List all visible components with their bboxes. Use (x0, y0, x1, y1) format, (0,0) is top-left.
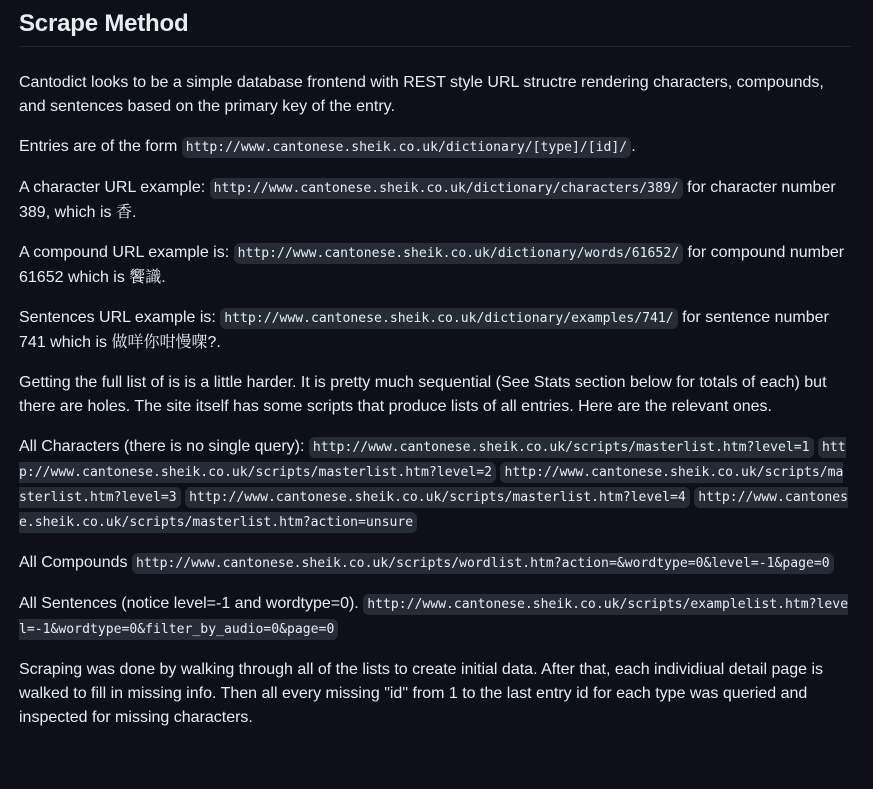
all-sentences-paragraph (19, 592, 851, 642)
intro-paragraph: Cantodict looks to be a simple database frontend with REST style URL structre rendering characters, compounds, and sentences based on the primary key of the entry. (19, 74, 824, 115)
all-characters-text: All Characters (there is no single query): (19, 438, 309, 455)
compound-example-paragraph (19, 241, 851, 290)
compound-example-text: A compound URL example is: (19, 244, 234, 261)
all-sentences-text: All Sentences (notice level=-1 and wordtype=0). (19, 595, 364, 612)
character-example-text: A character URL example: (19, 179, 210, 196)
all-characters-paragraph (19, 435, 851, 535)
masterlist-level4-url: http://www.cantonese.sheik.co.uk/scripts/masterlist.htm?level=4 (185, 487, 690, 508)
entries-form-paragraph (19, 135, 851, 160)
sentence-example-text: Sentences URL example is: (19, 309, 221, 326)
character-example-desc: for character number 389, which is 香. (19, 179, 836, 221)
character-example-paragraph (19, 176, 851, 225)
sentence-example-url: http://www.cantonese.sheik.co.uk/dictionary/examples/741/ (220, 308, 677, 329)
entries-form-text: Entries are of the form (19, 138, 182, 155)
examplelist-url: http://www.cantonese.sheik.co.uk/scripts/examplelist.htm?level=-1&wordtype=0&filter_by_audio=0&page=0 (19, 594, 848, 640)
all-compounds-paragraph (19, 551, 851, 576)
masterlist-unsure-url: http://www.cantonese.sheik.co.uk/scripts/masterlist.htm?action=unsure (19, 487, 848, 533)
scraping-paragraph: Scraping was done by walking through all of the lists to create initial data. After that, each individiual detail page is walked to fill in missing info. Then all every missing "id" from 1 to the last entry id for each type was queried and inspected for missing characters. (19, 661, 824, 726)
character-example-url: http://www.cantonese.sheik.co.uk/dictionary/characters/389/ (210, 178, 683, 199)
sentence-example-desc: for sentence number 741 which is 做咩你咁慢㗎?. (19, 309, 829, 351)
masterlist-level2-url: http://www.cantonese.sheik.co.uk/scripts/masterlist.htm?level=2 (19, 437, 846, 483)
section-heading: Scrape Method (19, 8, 851, 47)
compound-example-url: http://www.cantonese.sheik.co.uk/dictionary/words/61652/ (234, 243, 683, 264)
compound-example-desc: for compound number 61652 which is 饗識. (19, 244, 845, 286)
entries-form-url: http://www.cantonese.sheik.co.uk/dictionary/[type]/[id]/ (182, 137, 631, 158)
sentence-example-paragraph (19, 306, 851, 355)
masterlist-level3-url: http://www.cantonese.sheik.co.uk/scripts/masterlist.htm?level=3 (19, 462, 843, 508)
wordlist-url: http://www.cantonese.sheik.co.uk/scripts/wordlist.htm?action=&wordtype=0&level=-1&page=0 (132, 553, 834, 574)
masterlist-level1-url: http://www.cantonese.sheik.co.uk/scripts/masterlist.htm?level=1 (309, 437, 814, 458)
full-list-paragraph: Getting the full list of is is a little harder. It is pretty much sequential (See Stats section below for totals of each) but there are holes. The site itself has some scripts that produce lists of all entries. Here are the relevant ones. (19, 374, 827, 415)
entries-form-end: . (631, 138, 636, 155)
all-compounds-text: All Compounds (19, 554, 132, 571)
